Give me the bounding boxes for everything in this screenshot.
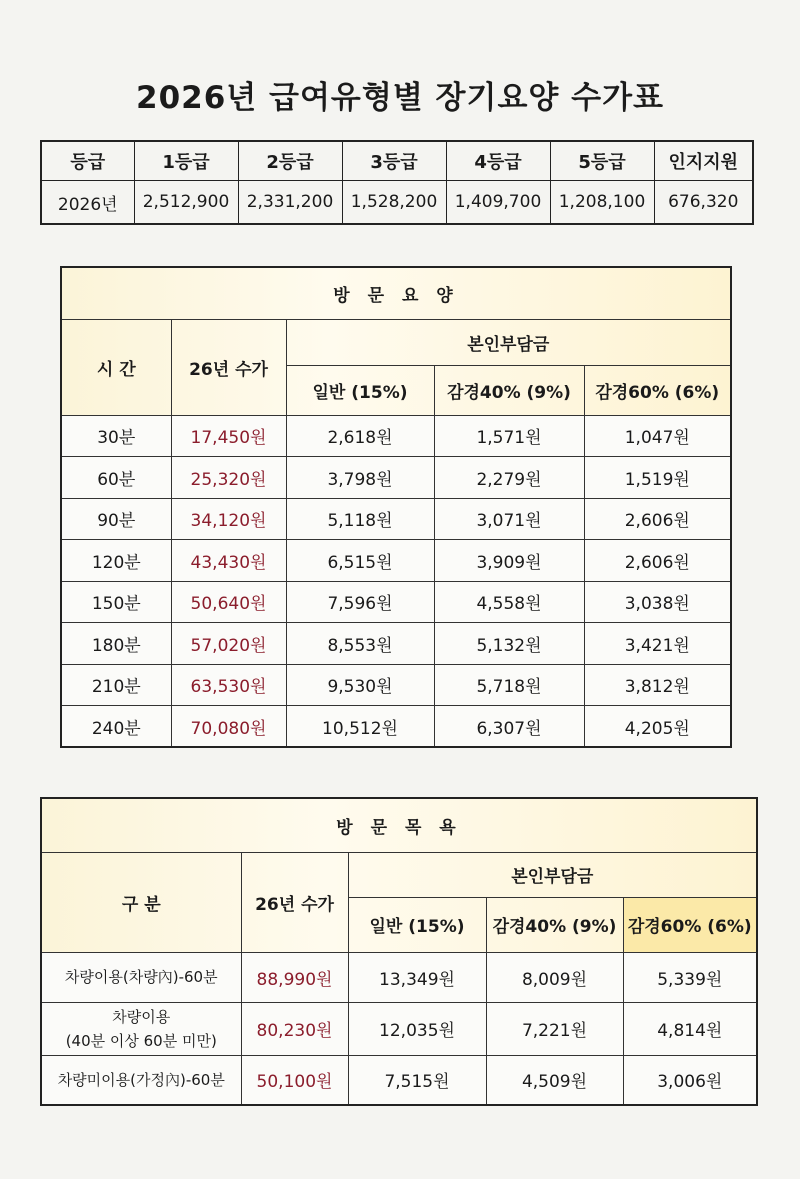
category-label: 차량이용 — [112, 1007, 171, 1026]
category-label: 차량이용(차량內)-60분 — [64, 968, 218, 986]
table-row — [61, 457, 731, 499]
grade-header-cell: 인지지원 — [654, 141, 753, 181]
col-header-fee: 26년 수가 — [171, 319, 286, 415]
table-row — [61, 581, 731, 623]
sub-header-general: 일반 (15%) — [286, 365, 434, 415]
copay-reduced40-cell: 5,718원 — [434, 664, 584, 706]
copay-reduced40-cell: 4,558원 — [434, 581, 584, 623]
copay-reduced40-cell: 5,132원 — [434, 623, 584, 665]
table-row — [61, 623, 731, 665]
fee-cell: 63,530원 — [171, 664, 286, 706]
col-header-copay: 본인부담금 — [348, 852, 757, 897]
fee-cell: 25,320원 — [171, 457, 286, 499]
time-cell: 240분 — [61, 706, 171, 748]
copay-reduced60-cell: 5,339원 — [623, 952, 757, 1002]
visit-care-table — [60, 266, 732, 748]
copay-reduced40-cell: 2,279원 — [434, 457, 584, 499]
copay-general-cell: 7,515원 — [348, 1055, 486, 1105]
sub-header-reduced40: 감경40% (9%) — [486, 897, 623, 952]
col-header-category: 구 분 — [41, 852, 241, 952]
category-cell — [41, 1002, 241, 1055]
grade-header-cell: 등급 — [41, 141, 134, 181]
copay-general-cell: 3,798원 — [286, 457, 434, 499]
category-label: 차량미이용(가정內)-60분 — [57, 1070, 225, 1089]
grade-header-row — [41, 141, 753, 181]
grade-header-cell: 3등급 — [342, 141, 446, 181]
table-row — [61, 498, 731, 540]
fee-cell: 50,640원 — [171, 581, 286, 623]
copay-reduced40-cell: 3,909원 — [434, 540, 584, 582]
table-row — [41, 1055, 757, 1105]
time-cell: 90분 — [61, 498, 171, 540]
section-title: 방 문 요 양 — [61, 267, 731, 319]
copay-general-cell: 8,553원 — [286, 623, 434, 665]
grade-value-cell: 1,208,100 — [550, 181, 654, 225]
table-row — [61, 706, 731, 748]
grade-value-cell: 1,528,200 — [342, 181, 446, 225]
copay-reduced60-cell: 2,606원 — [584, 540, 731, 582]
copay-reduced60-cell: 3,421원 — [584, 623, 731, 665]
fee-cell: 70,080원 — [171, 706, 286, 748]
sub-header-reduced40: 감경40% (9%) — [434, 365, 584, 415]
grade-value-cell: 676,320 — [654, 181, 753, 225]
table-row — [41, 952, 757, 1002]
copay-reduced60-cell: 4,205원 — [584, 706, 731, 748]
col-header-time: 시 간 — [61, 319, 171, 415]
table-row — [61, 415, 731, 457]
copay-reduced60-cell: 3,812원 — [584, 664, 731, 706]
grade-value-row — [41, 181, 753, 225]
copay-reduced40-cell: 1,571원 — [434, 415, 584, 457]
category-sublabel: (40분 이상 60분 미만) — [65, 1031, 217, 1050]
table-row — [61, 664, 731, 706]
copay-general-cell: 6,515원 — [286, 540, 434, 582]
category-cell — [41, 1055, 241, 1105]
col-header-fee: 26년 수가 — [241, 852, 348, 952]
time-cell: 60분 — [61, 457, 171, 499]
copay-general-cell: 13,349원 — [348, 952, 486, 1002]
grade-value-cell: 2,331,200 — [238, 181, 342, 225]
grade-value-cell: 1,409,700 — [446, 181, 550, 225]
sub-header-reduced60: 감경60% (6%) — [584, 365, 731, 415]
grade-value-cell: 2,512,900 — [134, 181, 238, 225]
fee-cell: 80,230원 — [241, 1002, 348, 1055]
page-title: 2026년 급여유형별 장기요양 수가표 — [136, 80, 664, 116]
copay-reduced40-cell: 4,509원 — [486, 1055, 623, 1105]
table-row — [41, 1002, 757, 1055]
copay-general-cell: 9,530원 — [286, 664, 434, 706]
copay-reduced60-cell: 4,814원 — [623, 1002, 757, 1055]
copay-reduced60-cell: 1,519원 — [584, 457, 731, 499]
sub-header-reduced60: 감경60% (6%) — [623, 897, 757, 952]
copay-reduced40-cell: 3,071원 — [434, 498, 584, 540]
section-title-row — [61, 267, 731, 319]
fee-cell: 17,450원 — [171, 415, 286, 457]
col-header-copay: 본인부담금 — [286, 319, 731, 365]
fee-cell: 88,990원 — [241, 952, 348, 1002]
copay-reduced40-cell: 6,307원 — [434, 706, 584, 748]
time-cell: 150분 — [61, 581, 171, 623]
copay-reduced60-cell: 3,038원 — [584, 581, 731, 623]
copay-reduced40-cell: 8,009원 — [486, 952, 623, 1002]
grade-header-cell: 5등급 — [550, 141, 654, 181]
time-cell: 120분 — [61, 540, 171, 582]
visit-bath-table — [40, 797, 758, 1106]
copay-general-cell: 10,512원 — [286, 706, 434, 748]
copay-reduced60-cell: 3,006원 — [623, 1055, 757, 1105]
copay-general-cell: 5,118원 — [286, 498, 434, 540]
section-title: 방 문 목 욕 — [41, 798, 757, 852]
copay-reduced60-cell: 1,047원 — [584, 415, 731, 457]
fee-cell: 34,120원 — [171, 498, 286, 540]
grade-header-cell: 1등급 — [134, 141, 238, 181]
copay-general-cell: 2,618원 — [286, 415, 434, 457]
sub-header-general: 일반 (15%) — [348, 897, 486, 952]
fee-cell: 57,020원 — [171, 623, 286, 665]
table-row — [61, 540, 731, 582]
fee-cell: 43,430원 — [171, 540, 286, 582]
grade-fee-table — [40, 140, 754, 225]
grade-header-cell: 2등급 — [238, 141, 342, 181]
fee-cell: 50,100원 — [241, 1055, 348, 1105]
grade-header-cell: 4등급 — [446, 141, 550, 181]
time-cell: 30분 — [61, 415, 171, 457]
copay-reduced60-cell: 2,606원 — [584, 498, 731, 540]
time-cell: 210분 — [61, 664, 171, 706]
section-title-row — [41, 798, 757, 852]
copay-general-cell: 7,596원 — [286, 581, 434, 623]
category-cell — [41, 952, 241, 1002]
grade-value-cell: 2026년 — [41, 181, 134, 225]
copay-reduced40-cell: 7,221원 — [486, 1002, 623, 1055]
time-cell: 180분 — [61, 623, 171, 665]
copay-general-cell: 12,035원 — [348, 1002, 486, 1055]
